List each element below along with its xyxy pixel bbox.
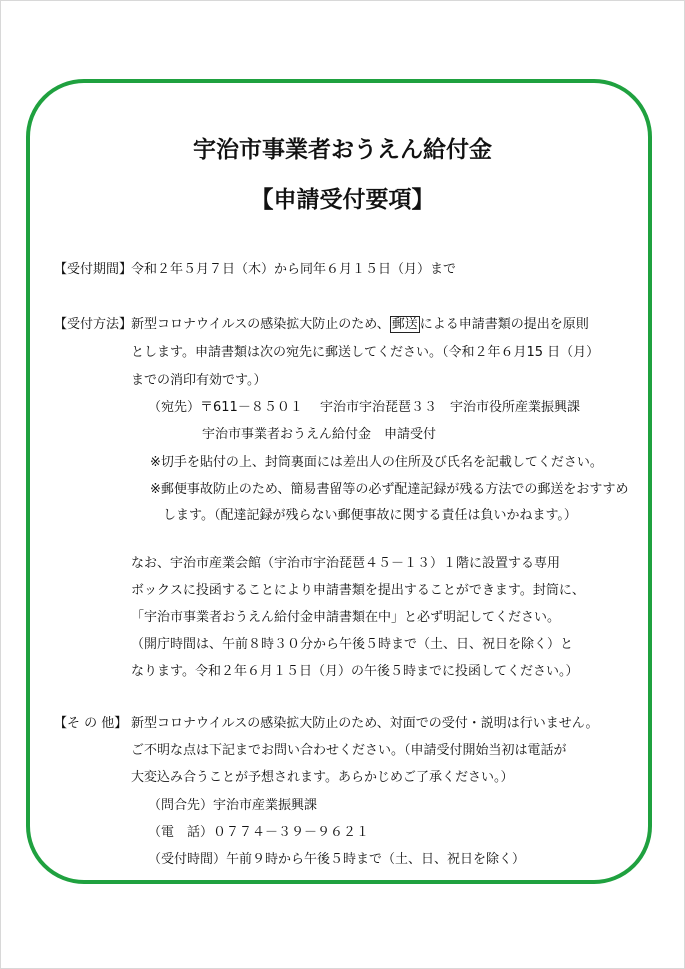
contact-phone: （電 話）０７７４－３９－９６２１ bbox=[148, 825, 370, 840]
dropbox-line-1: なお、宇治市産業会館（宇治市宇治琵琶４５－１３）１階に設置する専用 bbox=[131, 556, 561, 571]
address-line-1: （宛先）〒611－８５０１ 宇治市宇治琵琶３３ 宇治市役所産業振興課 bbox=[148, 400, 580, 415]
contact-hours: （受付時間）午前９時から午後５時まで（土、日、祝日を除く） bbox=[148, 852, 526, 867]
other-line-1: 新型コロナウイルスの感染拡大防止のため、対面での受付・説明は行いません。 bbox=[131, 716, 599, 731]
other-label: 【そ の 他】 bbox=[54, 716, 128, 731]
note-stamp: ※切手を貼付の上、封筒裏面には差出人の住所及び氏名を記載してください。 bbox=[150, 455, 603, 470]
method-line-3: までの消印有効です。） bbox=[131, 373, 267, 388]
document-title: 宇治市事業者おうえん給付金 bbox=[193, 137, 492, 163]
note-registered-mail-2: します。（配達記録が残らない郵便事故に関する責任は負いかねます。） bbox=[163, 508, 577, 523]
method-label: 【受付方法】 bbox=[54, 317, 133, 332]
dropbox-line-3: 「宇治市事業者おうえん給付金申請書類在中」と必ず明記してください。 bbox=[131, 610, 561, 625]
dropbox-line-2: ボックスに投函することにより申請書類を提出することができます。封筒に、 bbox=[131, 583, 585, 598]
period-text: 令和２年５月７日（木）から同年６月１５日（月）まで bbox=[131, 262, 457, 277]
dropbox-line-5: なります。令和２年６月１５日（月）の午後５時までに投函してください。） bbox=[131, 664, 579, 679]
address-line-2: 宇治市事業者おうえん給付金 申請受付 bbox=[202, 427, 437, 442]
method-line-2: とします。申請書類は次の宛先に郵送してください。（令和２年６月15 日（月） bbox=[131, 345, 600, 360]
method-line-1-pre: 新型コロナウイルスの感染拡大防止のため、 bbox=[131, 317, 390, 332]
document-subtitle: 【申請受付要項】 bbox=[250, 187, 435, 213]
method-line-1 bbox=[131, 317, 589, 333]
other-line-3: 大変込み合うことが予想されます。あらかじめご了承ください。） bbox=[131, 770, 514, 785]
other-line-2: ご不明な点は下記までお問い合わせください。（申請受付開始当初は電話が bbox=[131, 743, 567, 758]
dropbox-line-4: （開庁時間は、午前８時３０分から午後５時まで（土、日、祝日を除く）と bbox=[131, 637, 574, 652]
period-label: 【受付期間】 bbox=[54, 262, 133, 277]
contact-office: （問合先）宇治市産業振興課 bbox=[148, 798, 318, 813]
note-registered-mail-1: ※郵便事故防止のため、簡易書留等の必ず配達記録が残る方法での郵送をおすすめ bbox=[150, 482, 629, 497]
mail-boxed-text: 郵送 bbox=[391, 317, 418, 332]
method-line-1-post: による申請書類の提出を原則 bbox=[419, 317, 589, 332]
